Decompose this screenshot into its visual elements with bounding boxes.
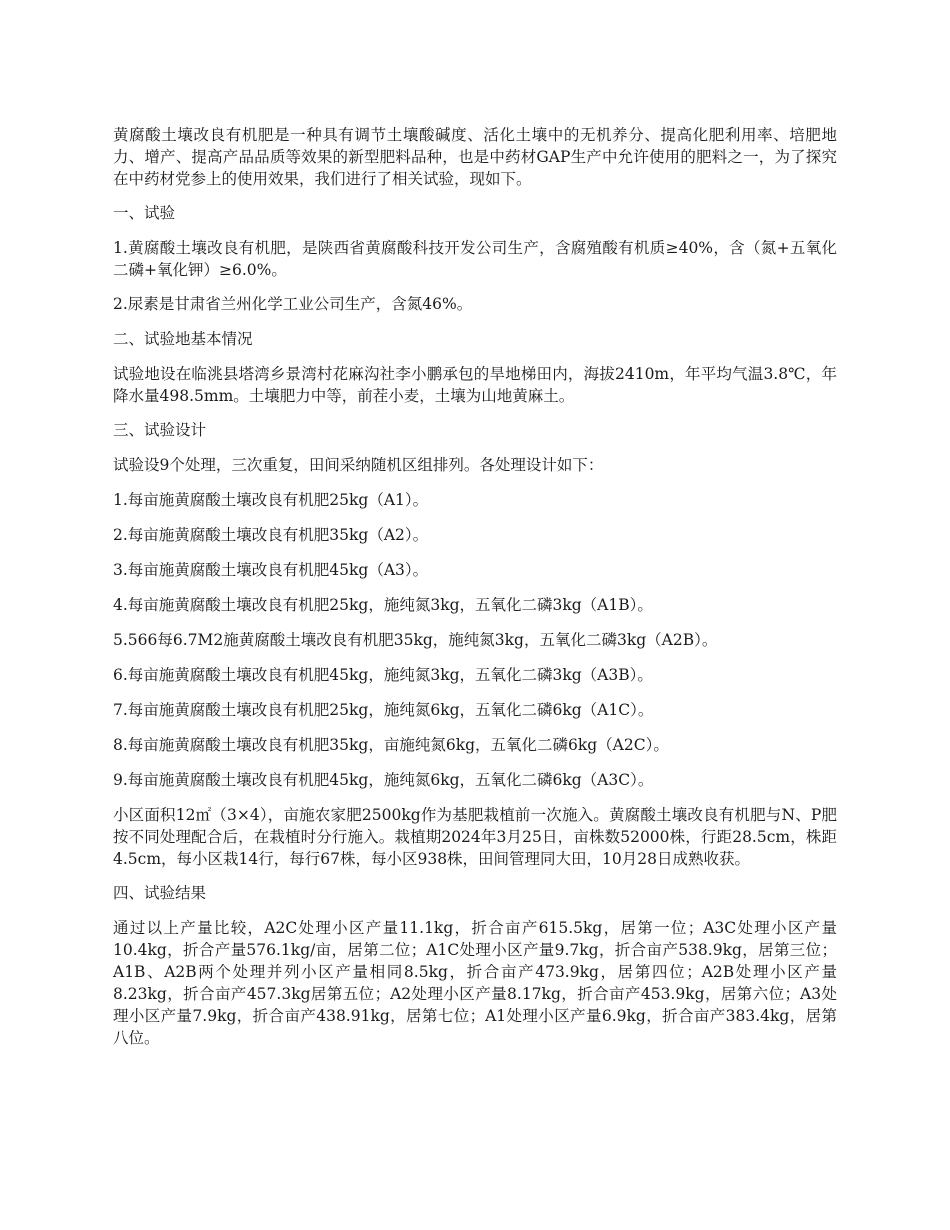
material-item-1: 1.黄腐酸土壤改良有机肥，是陕西省黄腐酸科技开发公司生产，含腐殖酸有机质≥40%，含（氮+五氧化二磷+氧化钾）≥6.0%。 [113, 239, 837, 279]
treatment-item-5: 5.566每6.7M2施黄腐酸土壤改良有机肥35kg，施纯氮3kg，五氧化二磷3kg（A2B）。 [113, 631, 718, 649]
document-body [113, 124, 837, 1061]
treatment-item-7: 7.每亩施黄腐酸土壤改良有机肥25kg，施纯氮6kg，五氧化二磷6kg（A1C）。 [113, 701, 654, 719]
section-heading-design: 三、试验设计 [113, 421, 207, 439]
intro-paragraph: 黄腐酸土壤改良有机肥是一种具有调节土壤酸碱度、活化土壤中的无机养分、提高化肥利用率、培肥地力、增产、提高产品品质等效果的新型肥料品种，也是中药材GAP生产中允许使用的肥料之一，为了探究在中药材党参上的使用效果，我们进行了相关试验，现如下。 [113, 126, 837, 188]
treatment-item-3: 3.每亩施黄腐酸土壤改良有机肥45kg（A3）。 [113, 561, 429, 579]
treatment-item-1: 1.每亩施黄腐酸土壤改良有机肥25kg（A1）。 [113, 491, 429, 509]
treatment-item-6: 6.每亩施黄腐酸土壤改良有机肥45kg，施纯氮3kg，五氧化二磷3kg（A3B）。 [113, 666, 653, 684]
treatment-item-9: 9.每亩施黄腐酸土壤改良有机肥45kg，施纯氮6kg，五氧化二磷6kg（A3C）。 [113, 771, 654, 789]
section-heading-results: 四、试验结果 [113, 884, 207, 902]
design-intro: 试验设9个处理，三次重复，田间采纳随机区组排列。各处理设计如下： [113, 456, 604, 474]
material-item-2: 2.尿素是甘肃省兰州化学工业公司生产，含氮46%。 [113, 295, 473, 313]
section-heading-site: 二、试验地基本情况 [113, 330, 253, 348]
section-heading-experiment: 一、试验 [113, 204, 176, 222]
site-paragraph: 试验地设在临洮县塔湾乡景湾村花麻沟社李小鹏承包的旱地梯田内，海拔2410m，年平均气温3.8℃，年降水量498.5mm。土壤肥力中等，前茬小麦，土壤为山地黄麻土。 [113, 365, 837, 405]
treatment-item-4: 4.每亩施黄腐酸土壤改良有机肥25kg，施纯氮3kg，五氧化二磷3kg（A1B）。 [113, 596, 653, 614]
plot-paragraph: 小区面积12㎡（3×4），亩施农家肥2500kg作为基肥栽植前一次施入。黄腐酸土壤改良有机肥与N、P肥按不同处理配合后，在栽植时分行施入。栽植期2024年3月25日，亩株数52000株，行距28.5cm，株距4.5cm，每小区栽14行，每行67株，每小区938株，田间管理同大田，10月28日成熟收获。 [113, 806, 837, 868]
results-paragraph: 通过以上产量比较，A2C处理小区产量11.1kg，折合亩产615.5kg，居第一位；A3C处理小区产量10.4kg，折合产量576.1kg/亩，居第二位；A1C处理小区产量9.7kg，折合亩产538.9kg，居第三位；A1B、A2B两个处理并列小区产量相同8.5kg，折合亩产473.9kg，居第四位；A2B处理小区产量8.23kg，折合亩产457.3kg居第五位；A2处理小区产量8.17kg，折合亩产453.9kg，居第六位；A3处理小区产量7.9kg，折合亩产438.91kg，居第七位；A1处理小区产量6.9kg，折合亩产383.4kg，居第八位。 [113, 919, 837, 1047]
treatment-item-8: 8.每亩施黄腐酸土壤改良有机肥35kg，亩施纯氮6kg，五氧化二磷6kg（A2C）。 [113, 736, 669, 754]
treatment-item-2: 2.每亩施黄腐酸土壤改良有机肥35kg（A2）。 [113, 526, 429, 544]
